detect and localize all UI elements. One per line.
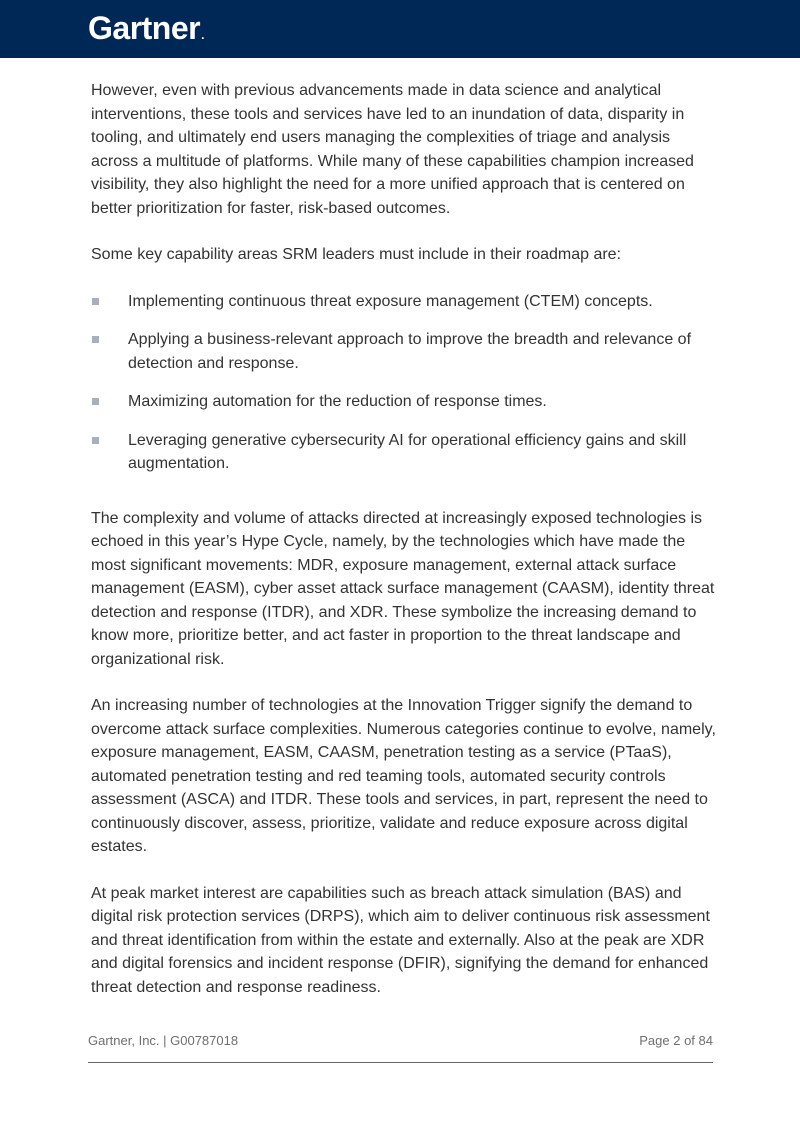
list-item-text: Leveraging generative cybersecurity AI for operational efficiency gains and skill augmentation.: [128, 431, 687, 472]
page-number: Page 2 of 84: [639, 1033, 713, 1048]
bullet-square-icon: [92, 437, 99, 444]
list-item: [91, 390, 716, 414]
list-item-text: Maximizing automation for the reduction of response times.: [128, 393, 547, 410]
paragraph-capability-intro: Some key capability areas SRM leaders must include in their roadmap are:: [91, 246, 622, 263]
bullet-square-icon: [92, 336, 99, 343]
paragraph-intro: However, even with previous advancements made in data science and analytical interventions, these tools and services have led to an inundation of data, disparity in tooling, and ultimately end users managing the complexities of triage and analysis across a multitude of platforms. While many of these capabilities champion increased visibility, they also highlight the need for a more unified approach that is centered on better prioritization for faster, risk-based outcomes.: [91, 82, 694, 217]
bullet-square-icon: [92, 298, 99, 305]
paragraph-complexity: The complexity and volume of attacks directed at increasingly exposed technologies is echoed in this year’s Hype Cycle, namely, by the technologies which have made the most significant movements: MDR, exposure management, external attack surface management (EASM), cyber asset attack surface management (CAASM), identity threat detection and response (ITDR), and XDR. These symbolize the increasing demand to know more, prioritize better, and act faster in proportion to the threat landscape and organizational risk.: [91, 509, 715, 668]
list-item: [91, 328, 716, 375]
gartner-logo: [88, 8, 204, 55]
header-bar: [0, 0, 800, 58]
bullet-square-icon: [92, 398, 99, 405]
logo-text: Gartner: [88, 10, 201, 46]
paragraph-innovation-trigger: An increasing number of technologies at the Innovation Trigger signify the demand to overcome attack surface complexities. Numerous categories continue to evolve, namely, exposure management, EASM, CAASM, penetration testing as a service (PTaaS), automated penetration testing and red teaming tools, automated security controls assessment (ASCA) and ITDR. These tools and services, in part, represent the need to continuously discover, assess, prioritize, validate and reduce exposure across digital estates.: [91, 697, 716, 855]
list-item: [91, 429, 716, 476]
capability-list: [91, 290, 716, 476]
list-item-text: Applying a business-relevant approach to improve the breadth and relevance of detection and response.: [128, 331, 692, 372]
footer-document-id: Gartner, Inc. | G00787018: [88, 1033, 239, 1048]
footer-divider: [88, 1062, 713, 1063]
list-item-text: Implementing continuous threat exposure management (CTEM) concepts.: [128, 292, 653, 310]
document-body: [91, 79, 716, 1022]
paragraph-peak-interest: At peak market interest are capabilities such as breach attack simulation (BAS) and digital risk protection services (DRPS), which aim to deliver continuous risk assessment and threat identification from within the estate and externally. Also at the peak are XDR and digital forensics and incident response (DFIR), signifying the demand for enhanced threat detection and response readiness.: [91, 884, 710, 996]
logo-dot: .: [201, 28, 204, 42]
list-item: [91, 290, 716, 314]
